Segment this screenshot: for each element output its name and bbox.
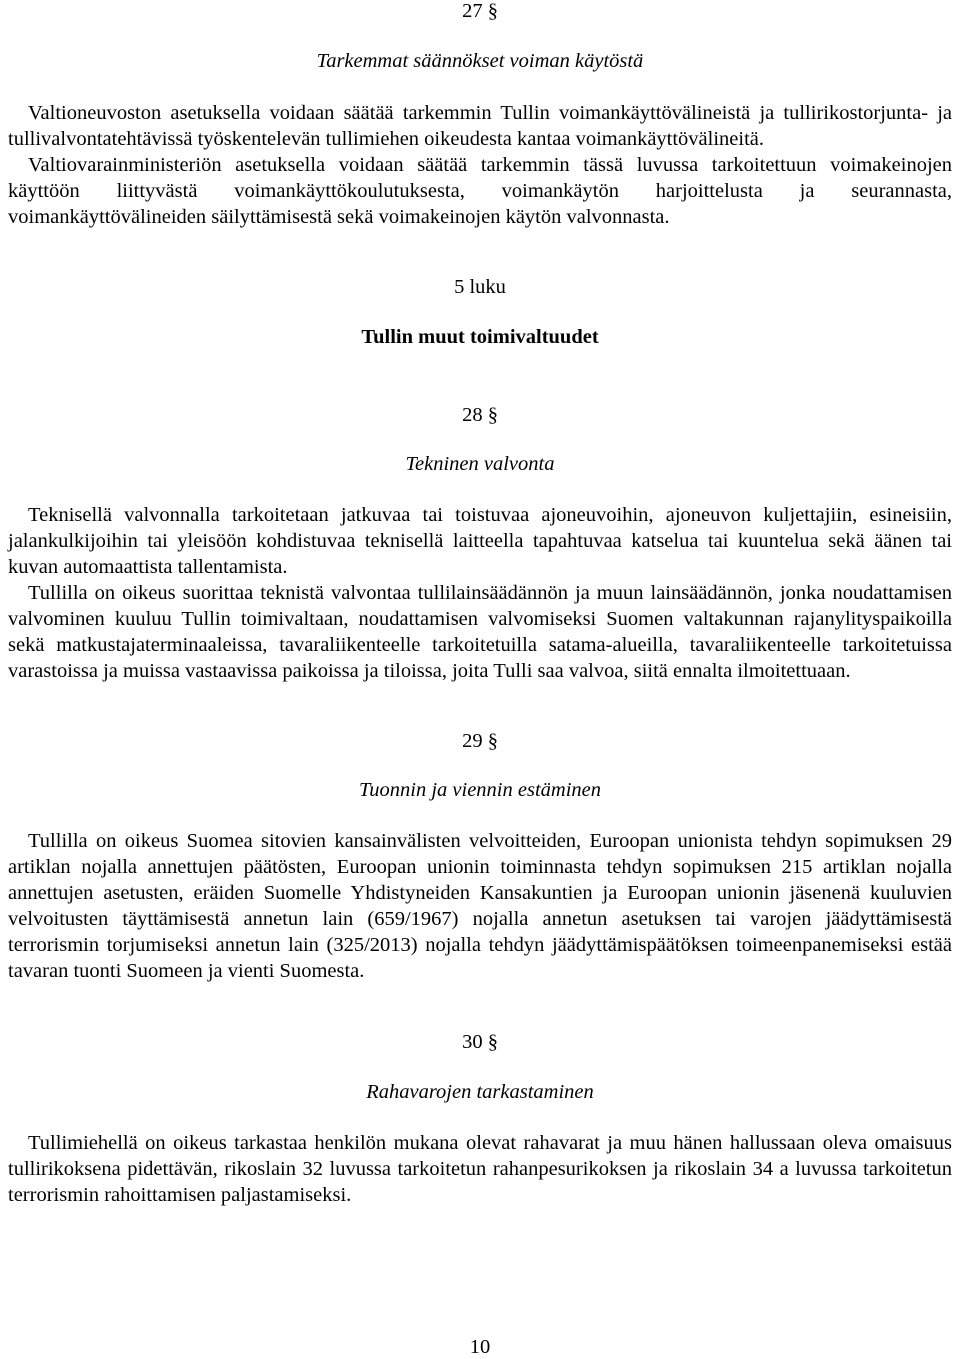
section-29-title: Tuonnin ja viennin estäminen xyxy=(359,779,601,801)
section-27-number xyxy=(8,0,952,23)
section-29-number: 29 § xyxy=(462,730,498,752)
section-27-title: Tarkemmat säännökset voiman käytöstä xyxy=(316,50,644,72)
section-27-body xyxy=(8,100,952,230)
paragraph: Valtioneuvoston asetuksella voidaan säätää tarkemmin Tullin voimankäyttövälineistä ja tullirikostorjunta- ja tullivalvontatehtävissä työskentelevän tullimiehen oikeudesta kantaa voimankäyttövälineitä. xyxy=(8,102,952,150)
document-page xyxy=(8,0,952,1359)
section-28-number: 28 § xyxy=(462,404,498,426)
chapter-title: Tullin muut toimivaltuudet xyxy=(361,326,599,348)
section-number: 27 § xyxy=(462,0,498,22)
paragraph: Tullilla on oikeus Suomea sitovien kansainvälisten velvoitteiden, Euroopan unionista tehdyn sopimuksen 29 artiklan nojalla annettujen päätösten, Euroopan unionin toiminnasta tehdyn sopimuksen 215 artiklan nojalla annettujen asetusten, eräiden Suomelle Yhdistyneiden Kansakuntien ja Euroopan unionin jäsenenä kuuluvien velvoitusten täyttämisestä annetun lain (659/1967) nojalla annetun asetuksen tai varojen jäädyttämisestä terrorismin torjumiseksi annetun lain (325/2013) nojalla tehdyn jäädyttämispäätöksen toimeenpanemiseksi estää tavaran tuonti Suomeen ja vienti Suomesta. xyxy=(8,830,952,982)
paragraph: Valtiovarainministeriön asetuksella voidaan säätää tarkemmin tässä luvussa tarkoitettuun voimakeinojen käyttöön liittyvästä voimankäyttökoulutuksesta, voimankäytön harjoittelusta ja seurannasta, voimankäyttövälineiden säilyttämisestä sekä voimakeinojen käytön valvonnasta. xyxy=(8,154,952,228)
page-number: 10 xyxy=(469,1336,491,1358)
section-30-number: 30 § xyxy=(462,1031,498,1053)
section-28-body xyxy=(8,502,952,684)
chapter-number: 5 luku xyxy=(454,276,506,298)
section-28-title: Tekninen valvonta xyxy=(405,453,555,475)
section-30-title: Rahavarojen tarkastaminen xyxy=(366,1081,594,1103)
section-29-body xyxy=(8,828,952,984)
paragraph: Tullimiehellä on oikeus tarkastaa henkilön mukana olevat rahavarat ja muu hänen hallussaan oleva omaisuus tullirikoksena pidettävän, rikoslain 32 luvussa tarkoitetun rahanpesurikoksen ja rikoslain 34 a luvussa tarkoitetun terrorismin rahoittamisen paljastamiseksi. xyxy=(8,1132,952,1206)
paragraph: Teknisellä valvonnalla tarkoitetaan jatkuvaa tai toistuvaa ajoneuvoihin, ajoneuvon kuljettajiin, esineisiin, jalankulkijoihin tai yleisöön kohdistuvaa teknisellä laitteella tapahtuvaa katselua tai kuuntelua sekä äänen tai kuvan automaattista tallentamista. xyxy=(8,504,952,578)
paragraph: Tullilla on oikeus suorittaa teknistä valvontaa tullilainsäädännön ja muun lainsäädännön, jonka noudattamisen valvominen kuuluu Tullin toimivaltaan, noudattamisen valvomiseksi Suomen valtakunnan rajanylityspaikoilla sekä matkustajaterminaaleissa, tavaraliikenteelle tarkoitetuilla satama-alueilla, tavaraliikenteelle tarkoitetuissa varastoissa ja muissa vastaavissa paikoissa ja tiloissa, joita Tulli saa valvoa, siitä ennalta ilmoitettuaan. xyxy=(8,582,952,682)
section-30-body xyxy=(8,1130,952,1208)
